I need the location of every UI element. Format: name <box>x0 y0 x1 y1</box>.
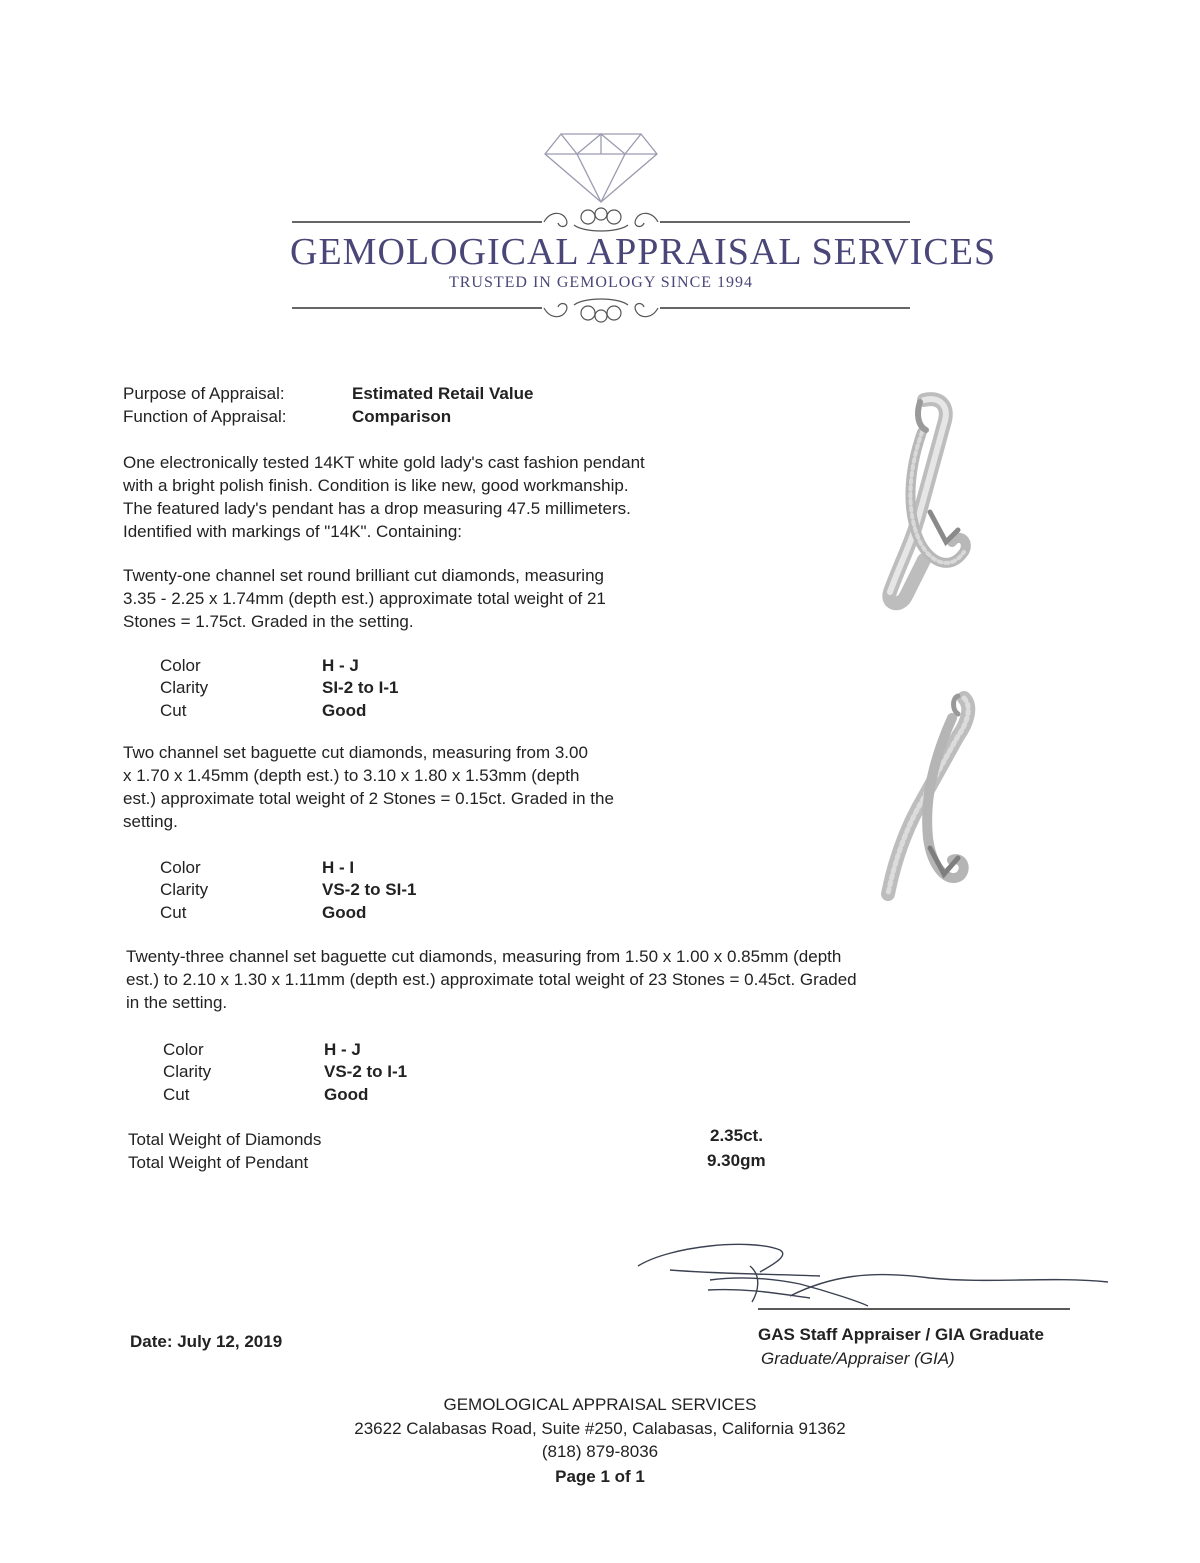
total-pendant-label: Total Weight of Pendant <box>128 1153 309 1172</box>
diamond-outline-icon <box>541 128 661 204</box>
stone-line: Stones = 1.75ct. Graded in the setting. <box>123 612 414 631</box>
stone-line: 3.35 - 2.25 x 1.74mm (depth est.) approximate total weight of 21 <box>123 589 606 608</box>
grade-value: H - J <box>322 656 359 675</box>
description-line: Identified with markings of "14K". Containing: <box>123 522 463 541</box>
description-line: One electronically tested 14KT white gold lady's cast fashion pendant <box>123 453 645 472</box>
pendant-photo-front <box>860 392 980 614</box>
stone-line: setting. <box>123 812 178 831</box>
stone-line: est.) to 2.10 x 1.30 x 1.11mm (depth est.) approximate total weight of 23 Stones = 0.45ct. Graded <box>126 970 857 989</box>
stone-group-1-description <box>123 564 743 633</box>
stone-line: x 1.70 x 1.45mm (depth est.) to 3.10 x 1.80 x 1.53mm (depth <box>123 766 580 785</box>
appraiser-subtitle: Graduate/Appraiser (GIA) <box>761 1349 955 1368</box>
stone-line: in the setting. <box>126 993 228 1012</box>
stone-line: Twenty-three channel set baguette cut diamonds, measuring from 1.50 x 1.00 x 0.85mm (depth <box>126 947 842 966</box>
stone-line: est.) approximate total weight of 2 Stones = 0.15ct. Graded in the <box>123 789 614 808</box>
purpose-label: Purpose of Appraisal: <box>123 384 285 403</box>
total-diamonds-value: 2.35ct. <box>710 1126 763 1145</box>
pendant-photo-angle <box>868 688 980 910</box>
total-diamonds-label: Total Weight of Diamonds <box>128 1130 322 1149</box>
grade-label: Cut <box>163 1085 190 1104</box>
grade-value: H - I <box>322 858 355 877</box>
brand-tagline: TRUSTED IN GEMOLOGY SINCE 1994 <box>448 274 754 291</box>
grade-label: Clarity <box>160 678 209 697</box>
grade-label: Cut <box>160 701 187 720</box>
purpose-value: Estimated Retail Value <box>352 384 534 403</box>
footer-phone: (818) 879-8036 <box>541 1442 659 1461</box>
grade-label: Color <box>160 858 201 877</box>
function-value: Comparison <box>352 407 452 426</box>
grade-value: H - J <box>324 1040 361 1059</box>
grade-value: VS-2 to SI-1 <box>322 880 417 899</box>
grade-label: Clarity <box>163 1062 212 1081</box>
grade-label: Color <box>163 1040 204 1059</box>
appraiser-signature <box>630 1236 1110 1316</box>
footer-address: 23622 Calabasas Road, Suite #250, Calabasas, California 91362 <box>354 1419 846 1438</box>
description-line: with a bright polish finish. Condition is like new, good workmanship. <box>123 476 629 495</box>
stone-line: Twenty-one channel set round brilliant cut diamonds, measuring <box>123 566 604 585</box>
grade-value: Good <box>324 1085 369 1104</box>
total-pendant-value: 9.30gm <box>707 1151 766 1170</box>
footer-company: GEMOLOGICAL APPRAISAL SERVICES <box>443 1395 757 1414</box>
brand-name: GEMOLOGICAL APPRAISAL SERVICES <box>290 231 997 273</box>
grade-value: Good <box>322 701 367 720</box>
appraiser-title: GAS Staff Appraiser / GIA Graduate <box>758 1325 1044 1344</box>
grade-label: Cut <box>160 903 187 922</box>
grade-value: VS-2 to I-1 <box>324 1062 408 1081</box>
grade-value: Good <box>322 903 367 922</box>
item-description <box>123 451 823 543</box>
page-number: Page 1 of 1 <box>555 1467 645 1486</box>
stone-group-3-description <box>126 945 1016 1014</box>
grade-value: SI-2 to I-1 <box>322 678 399 697</box>
description-line: The featured lady's pendant has a drop measuring 47.5 millimeters. <box>123 499 631 518</box>
ornament-divider-bottom <box>292 295 910 325</box>
function-label: Function of Appraisal: <box>123 407 287 426</box>
grade-label: Color <box>160 656 201 675</box>
appraisal-date: Date: July 12, 2019 <box>130 1332 283 1351</box>
grade-label: Clarity <box>160 880 209 899</box>
stone-group-2-description <box>123 741 743 833</box>
stone-line: Two channel set baguette cut diamonds, measuring from 3.00 <box>123 743 588 762</box>
